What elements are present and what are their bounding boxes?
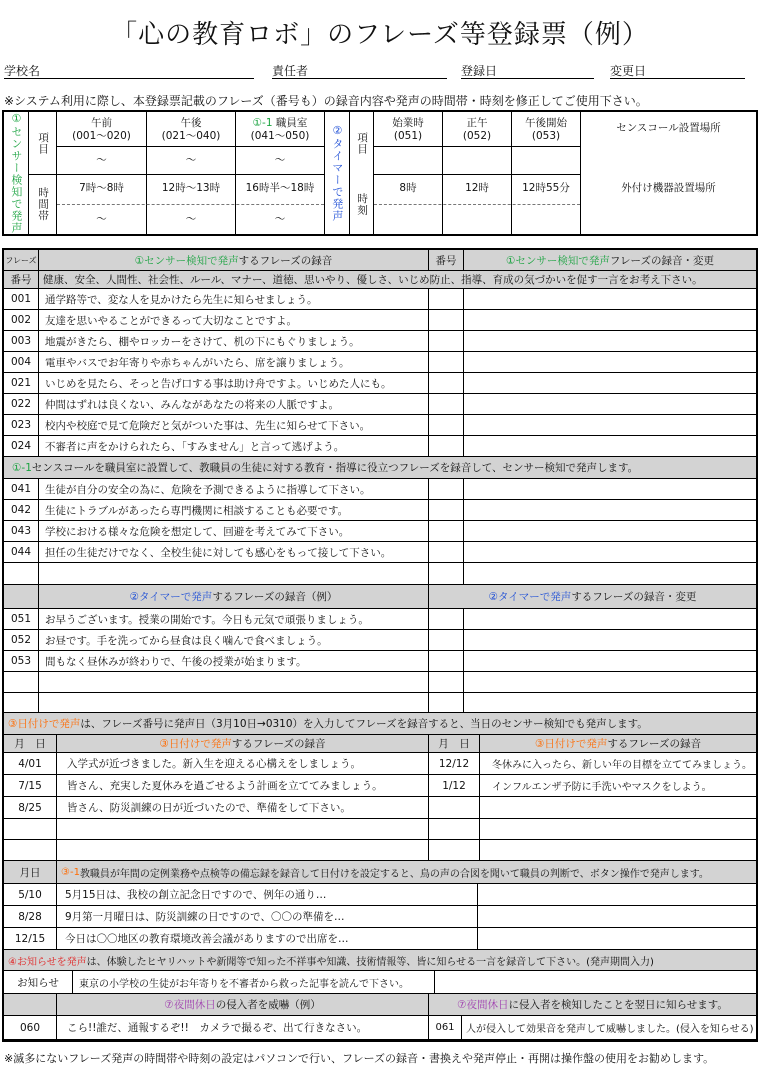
date-cell: 8/28	[18, 910, 42, 923]
change-number-input[interactable]	[429, 310, 463, 330]
section4-banner: ④お知らせを発声 は、体験したヒヤリハットや新聞等で知った不祥事や知識、技術情報等、皆に知らせる一言を録音して下さい。(発声期間入力)	[8, 956, 654, 968]
table-cell: 060	[19, 1021, 41, 1034]
num-label: 番号	[435, 254, 457, 267]
table-cell	[4, 840, 56, 860]
change-number-input[interactable]	[429, 289, 463, 309]
change-number-input[interactable]	[429, 436, 463, 456]
section1-subheader: 健康、安全、人間性、社会性、ルール、マナー、道徳、思いやり、優しさ、いじめ防止、指導、育成の気づかいを促す一言をお考え下さい。	[43, 274, 703, 286]
phrase-number: 002	[10, 314, 32, 326]
phrase-text: いじめを見たら、そっと告げ口する事は助け舟ですよ。いじめた人にも。	[45, 377, 392, 390]
phrase-text: 入学式が近づきました。新入生を迎える心構えをしましょう。	[67, 758, 361, 770]
change-phrase-input[interactable]	[464, 609, 756, 629]
phrase-text: 生徒が自分の安全の為に、危険を予測できるように指導して下さい。	[45, 483, 371, 496]
notice-text: 東京の小学校の生徒がお年寄りを不審者から救った記事を読んで下さい。	[79, 978, 409, 990]
table-cell[interactable]	[435, 971, 756, 993]
date-cell	[429, 797, 479, 818]
table-cell: 月日	[19, 866, 41, 879]
usage-notice: ※システム利用に際し、本登録票記載のフレーズ（番号も）の録音内容や発声の時間帯・時刻を修正してご使用下さい。	[4, 94, 648, 108]
changed-date-field[interactable]: 変更日	[610, 62, 745, 79]
table-cell	[429, 819, 479, 839]
phrase-text: 担任の生徒だけでなく、全校生徒に対しても感心をもって接して下さい。	[45, 546, 392, 559]
phrase-text: 9月第一月曜日は、防災訓練の日ですので、〇〇の準備を…	[65, 911, 345, 923]
section7-row	[4, 1016, 756, 1040]
table-cell: ⑦夜間休日 に侵入者を検知したことを翌日に知らせます。	[457, 999, 728, 1011]
phrase-number: 041	[10, 483, 32, 495]
table-row	[4, 289, 756, 310]
am-input[interactable]: 〜	[96, 153, 107, 166]
phrase-number: 051	[10, 613, 32, 625]
table-cell[interactable]	[429, 563, 463, 584]
ext-place: 外付け機器設置場所	[621, 182, 716, 195]
table-row	[4, 906, 756, 928]
change-number-input[interactable]	[429, 521, 463, 541]
sensor-side-label: ①センサー検知で発声	[9, 112, 23, 234]
table-cell	[4, 585, 38, 608]
table-cell: 月 日	[438, 738, 470, 750]
table-row	[4, 775, 756, 797]
table-row	[4, 352, 756, 373]
change-phrase-input[interactable]	[464, 500, 756, 520]
table-row	[4, 630, 756, 651]
table-row	[4, 884, 756, 906]
section3-header	[4, 735, 756, 753]
table-cell[interactable]	[429, 672, 463, 692]
table-cell	[4, 994, 56, 1015]
table-cell[interactable]	[464, 563, 756, 584]
phrase-number: 003	[10, 335, 32, 347]
change-number-input[interactable]	[429, 352, 463, 372]
change-phrase-input[interactable]	[464, 373, 756, 393]
table-row	[4, 840, 756, 861]
change-phrase-input[interactable]	[464, 542, 756, 562]
am-time-input[interactable]: 〜	[96, 212, 107, 225]
table-row	[4, 479, 756, 500]
phrase-text: 学校における様々な危険を想定して、回避を考えてみて下さい。	[45, 525, 350, 538]
timer-col-start: 始業時 (051)	[392, 116, 424, 142]
timer-side-label: ②タイマーで発声	[330, 124, 344, 222]
change-number-input[interactable]	[429, 651, 463, 671]
table-cell[interactable]	[480, 819, 756, 839]
phrase-text: 今日は〇〇地区の教育環境改善会議がありますので出席を…	[65, 933, 349, 945]
table-cell: 月 日	[14, 738, 46, 750]
phrase-number: 004	[10, 356, 32, 368]
table-cell: 番号	[10, 274, 32, 286]
table-row	[4, 394, 756, 415]
table-cell[interactable]	[464, 693, 756, 712]
phrase-text: インフルエンザ予防に手洗いやマスクをしよう。	[492, 782, 712, 793]
table-cell	[4, 563, 38, 584]
phrase-text: 通学路等で、変な人を見かけたら先生に知らせましょう。	[45, 293, 318, 306]
section1-1-header	[4, 457, 756, 479]
section3-1-header	[4, 861, 756, 884]
section4-banner-row	[4, 950, 756, 971]
table-row	[4, 563, 756, 585]
table-row	[4, 651, 756, 672]
phrase-text: 間もなく昼休みが終わりで、午後の授業が始まります。	[45, 655, 307, 668]
phrase-text: 5月15日は、我校の創立記念日ですので、例年の通り…	[65, 889, 327, 901]
table-cell[interactable]	[480, 840, 756, 860]
table-row	[4, 415, 756, 436]
date-cell: 5/10	[18, 888, 42, 901]
table-cell: ⑦夜間休日 の侵入者を威嚇（例）	[164, 999, 321, 1011]
sens-place: センスコール設置場所	[616, 122, 721, 135]
table-cell[interactable]	[429, 693, 463, 712]
phrase-text: お早うございます。授業の開始です。今日も元気で頑張りましょう。	[45, 613, 369, 626]
sensor-col-pm: 午後 (021〜040)	[161, 116, 221, 142]
phrase-text: 冬休みに入ったら、新しい年の目標を立ててみましょう。	[492, 760, 752, 771]
table-cell[interactable]	[39, 693, 428, 712]
table-cell[interactable]	[478, 928, 756, 949]
section7-header	[4, 994, 756, 1016]
phrase-text: 皆さん、防災訓練の日が近づいたので、準備をして下さい。	[67, 802, 351, 814]
table-cell[interactable]	[478, 906, 756, 927]
phrase-text	[480, 797, 756, 818]
pm-time-input[interactable]: 〜	[185, 212, 197, 225]
registration-info	[4, 62, 756, 80]
table-cell[interactable]	[39, 563, 428, 584]
section1-right-header: ①センサー検知で発声 フレーズの録音・変更	[506, 254, 714, 267]
table-row	[4, 609, 756, 630]
change-number-input[interactable]	[429, 542, 463, 562]
registered-date-field[interactable]: 登録日	[461, 62, 594, 79]
section2-header	[4, 585, 756, 609]
change-number-input[interactable]	[429, 331, 463, 351]
phrase-number: 021	[10, 377, 32, 389]
school-name-field[interactable]: 学校名	[4, 62, 254, 79]
change-number-input[interactable]	[429, 479, 463, 499]
change-number-input[interactable]	[429, 500, 463, 520]
table-cell	[429, 840, 479, 860]
change-number-input[interactable]	[429, 609, 463, 629]
section2-right-header: ②タイマーで発声 するフレーズの録音・変更	[488, 591, 697, 603]
change-phrase-input[interactable]	[464, 331, 756, 351]
phrase-text: 友達を思いやることができるって大切なことですよ。	[45, 314, 297, 327]
change-phrase-input[interactable]	[464, 310, 756, 330]
phrase-text: 生徒にトラブルがあったら専門機関に相談することも必要です。	[45, 504, 349, 517]
change-phrase-input[interactable]	[464, 630, 756, 650]
phrase-number: 022	[10, 398, 32, 410]
timer-col-noon: 正午 (052)	[462, 116, 492, 142]
table-row	[4, 753, 756, 775]
phrase-table	[2, 248, 758, 1042]
phrase-text: 電車やバスでお年寄りや赤ちゃんがいたら、席を譲りましょう。	[45, 356, 350, 369]
table-row	[4, 373, 756, 394]
change-phrase-input[interactable]	[464, 415, 756, 435]
phrase-text: お昼です。手を洗ってから昼食は良く噛んで食べましょう。	[45, 634, 328, 647]
table-cell: ③日付けで発声 するフレーズの録音	[159, 738, 326, 750]
staffroom-time-input[interactable]: 〜	[274, 212, 286, 225]
date-cell: 8/25	[18, 801, 42, 814]
table-cell: お知らせ	[17, 976, 59, 989]
date-cell: 12/12	[438, 757, 470, 770]
table-cell	[4, 672, 38, 692]
sensor-col-am: 午前 (001〜020)	[72, 116, 131, 142]
change-number-input[interactable]	[429, 394, 463, 414]
phrase-text: 仲間はずれは良くない、みんながあなたの将来の人脈ですよ。	[45, 398, 339, 411]
page-title: 「心の教育ロボ」のフレーズ等登録票（例）	[111, 20, 649, 50]
footer-note: ※滅多にないフレーズ発声の時間帯や時刻の設定はパソコンで行い、フレーズの録音・書換えや発声停止・再開は操作盤の使用をお勧めします。	[4, 1052, 715, 1065]
table-cell[interactable]	[39, 672, 428, 692]
staffroom-input[interactable]: 〜	[274, 153, 286, 166]
table-row	[4, 521, 756, 542]
table-row	[4, 310, 756, 331]
pm-input[interactable]: 〜	[185, 153, 197, 166]
phrase-number: 044	[10, 546, 32, 558]
table-row	[4, 331, 756, 352]
table-cell[interactable]	[57, 819, 428, 839]
table-row	[4, 797, 756, 819]
table-row	[4, 542, 756, 563]
change-number-input[interactable]	[429, 373, 463, 393]
table-cell[interactable]	[478, 884, 756, 905]
phrase-number: 042	[10, 504, 32, 516]
change-phrase-input[interactable]	[464, 479, 756, 499]
table-cell[interactable]	[464, 672, 756, 692]
date-cell: 1/12	[442, 779, 466, 792]
person-field[interactable]: 責任者	[272, 62, 447, 79]
phrase-number: 053	[10, 655, 32, 667]
section1-left-header: ①センサー検知で発声 するフレーズの録音	[134, 254, 333, 267]
table-cell	[4, 819, 56, 839]
section1-header	[4, 250, 756, 271]
section2-left-header: ②タイマーで発声 するフレーズの録音（例）	[129, 591, 338, 603]
phrase-number: 043	[10, 525, 32, 537]
table-row	[4, 693, 756, 713]
phrase-text: 皆さん、充実した夏休みを過ごせるよう計画を立ててみましょう。	[67, 780, 383, 792]
table-row	[4, 436, 756, 457]
table-row	[4, 928, 756, 950]
date-cell: 4/01	[18, 757, 42, 770]
phrase-number: 024	[10, 440, 32, 452]
date-cell: 7/15	[18, 779, 42, 792]
section3-1-banner: ③-1 教職員が年間の定例業務や点検等の備忘録を録音して日付けを設定すると、鳥の声の合図を聞いて職員の判断で、ボタン操作で発声します。	[61, 866, 709, 880]
date-cell: 12/15	[14, 932, 46, 945]
section4-row	[4, 971, 756, 994]
section1-1-banner: ①-1 センスコールを職員室に設置して、教職員の生徒に対する教育・指導に役立つフレーズを録音して、センサー検知で発声します。	[12, 461, 639, 474]
table-cell	[4, 693, 38, 712]
table-row	[4, 819, 756, 840]
change-number-input[interactable]	[429, 415, 463, 435]
phrase-text: こら!!誰だ、通報するぞ!! カメラで撮るぞ、出て行きなさい。	[67, 1022, 368, 1034]
phrase-text: 不審者に声をかけられたら、「すみません」と言って逃げよう。	[45, 440, 345, 453]
change-number-input[interactable]	[429, 630, 463, 650]
phrase-text: 校内や校庭で見て危険だと気がついた事は、先生に知らせて下さい。	[45, 419, 371, 432]
section3-banner-row	[4, 713, 756, 735]
schedule-table: ①センサー検知で発声 項目 時間帯 午前 (001〜020) 午後 (021〜040) ①-1 職員室 (041〜050) 〜 〜 〜 7時〜8時 12時〜13時 16時半〜18時 〜 〜 〜 ②タイマーで発声 項目 時刻 始業時 (051) 正午 (052) 午後開始 (053) 8時 12時 12時55分 センスコール設置場所 外付け機器設置場所	[2, 110, 758, 236]
change-phrase-input[interactable]	[464, 394, 756, 414]
change-phrase-input[interactable]	[464, 289, 756, 309]
table-row	[4, 500, 756, 521]
change-phrase-input[interactable]	[464, 521, 756, 541]
change-phrase-input[interactable]	[464, 436, 756, 456]
phrase-text: 人が侵入して効果音を発声して威嚇しました。(侵入を知らせる)	[466, 1024, 754, 1035]
phrase-number: 052	[10, 634, 32, 646]
change-phrase-input[interactable]	[464, 651, 756, 671]
section1-subheader-row	[4, 271, 756, 289]
change-phrase-input[interactable]	[464, 352, 756, 372]
phrase-number: 023	[10, 419, 32, 431]
table-row	[4, 672, 756, 693]
timer-col-afternoon: 午後開始 (053)	[525, 116, 567, 142]
phrase-text: 地震がきたら、棚やロッカーをさけて、机の下にもぐりましょう。	[45, 335, 360, 348]
table-cell: 061	[435, 1022, 455, 1033]
table-cell: ③日付けで発声 するフレーズの録音	[535, 738, 701, 750]
phrase-label: フレーズ	[5, 255, 37, 265]
phrase-number: 001	[10, 293, 32, 305]
section3-banner: ③日付けで発声 は、フレーズ番号に発声日（3月10日→0310）を入力してフレーズを録音すると、当日のセンサー検知でも発声します。	[8, 718, 648, 730]
table-cell[interactable]	[57, 840, 428, 860]
sensor-col-staffroom: ①-1 職員室 (041〜050)	[250, 116, 310, 142]
